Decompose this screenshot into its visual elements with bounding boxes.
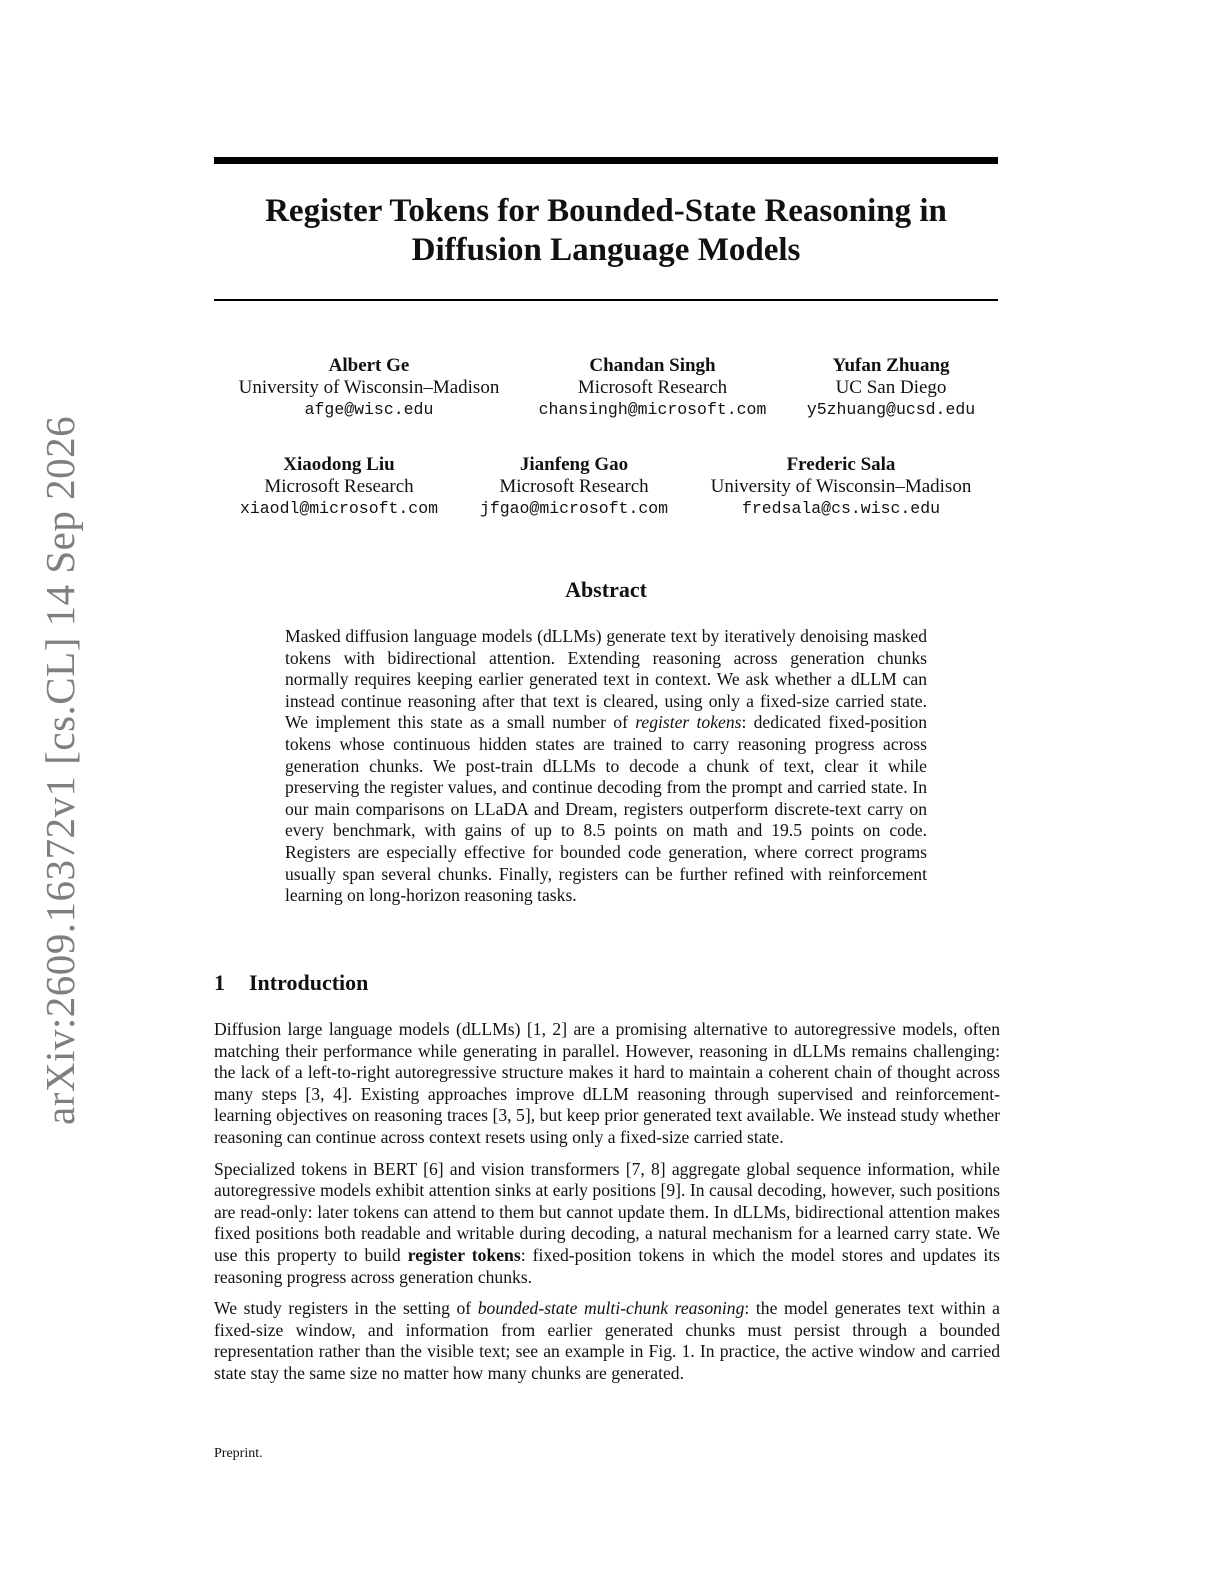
abstract-text (285, 626, 927, 907)
author-affiliation: University of Wisconsin–Madison (238, 377, 500, 398)
author-email: jfgao@microsoft.com (479, 499, 669, 518)
title-line-1: Register Tokens for Bounded-State Reasoning in (265, 193, 947, 229)
author-affiliation: Microsoft Research (499, 476, 649, 497)
author-name: Yufan Zhuang (832, 355, 950, 376)
author-affiliation: Microsoft Research (264, 476, 414, 497)
author-email: afge@wisc.edu (304, 400, 434, 419)
author-block (214, 355, 524, 421)
section-title: Introduction (249, 970, 369, 995)
intro-p2-bold: register tokens (407, 1244, 521, 1265)
section-number: 1 (214, 970, 225, 995)
abstract-emphasis: register tokens (635, 712, 742, 733)
author-affiliation: Microsoft Research (577, 377, 728, 398)
author-block (524, 355, 781, 421)
title-line-2: Diffusion Language Models (411, 232, 801, 268)
intro-p2-part-1: Specialized tokens in BERT [6] and vision transformers [7, 8] aggregate global sequence information, while autoregressive models exhibit attention sinks at early positions [9]. In causal decoding, however, such positions are read-only: later tokens can attend to them but cannot update them. In dLLMs, bidirectional attention makes fixed positions both readable and writable during decoding, a natural mechanism for a learned carry state. We use this property to build (214, 1158, 1000, 1265)
author-affiliation: University of Wisconsin–Madison (710, 476, 972, 497)
preprint-footer: Preprint. (214, 1446, 263, 1461)
author-block (224, 454, 454, 520)
author-email: fredsala@cs.wisc.edu (741, 499, 941, 518)
intro-paragraph-3 (214, 1298, 1000, 1384)
author-name: Albert Ge (328, 355, 410, 376)
intro-p3-part-2: : the model generates text within a fixed-size window, and information from earlier generated chunks must persist through a bounded representation rather than the visible text; see an example in Fig. 1. In practice, the active window and carried state stay the same size no matter how many chunks are generated. (214, 1298, 1000, 1383)
introduction-body (214, 1019, 1000, 1395)
abstract-text-part-1: Masked diffusion language models (dLLMs) generate text by iteratively denoising masked tokens with bidirectional attention. Extending reasoning across generation chunks normally requires keeping earlier generated text in context. We ask whether a dLLM can instead continue reasoning after that text is cleared, using only a fixed-size carried state. We implement this state as a small number of (285, 626, 927, 733)
intro-p3-emphasis: bounded-state multi-chunk reasoning (477, 1298, 745, 1319)
section-heading-introduction (214, 970, 368, 996)
author-email: chansingh@microsoft.com (538, 400, 767, 419)
title-top-rule (214, 157, 998, 164)
author-affiliation: UC San Diego (835, 377, 947, 398)
author-name: Chandan Singh (589, 355, 716, 376)
author-email: y5zhuang@ucsd.edu (806, 400, 976, 419)
intro-p3-part-1: We study registers in the setting of (214, 1298, 478, 1319)
abstract-heading: Abstract (565, 577, 647, 602)
abstract-text-part-2: : dedicated fixed-position tokens whose continuous hidden states are trained to carry reasoning progress across generation chunks. We post-train dLLMs to decode a chunk of text, clear it while preserving the register values, and continue decoding from the prompt and carried state. In our main comparisons on LLaDA and Dream, registers outperform discrete-text carry on every benchmark, with gains of up to 8.5 points on math and 19.5 points on code. Registers are especially effective for bounded code generation, where correct programs usually span several chunks. Finally, registers can be further refined with reinforcement learning on long-horizon reasoning tasks. (285, 712, 927, 906)
intro-p2-part-2: : fixed-position tokens in which the model stores and updates its reasoning progress across generation chunks. (214, 1244, 1000, 1287)
paper-title (214, 192, 998, 270)
author-email: xiaodl@microsoft.com (239, 499, 439, 518)
intro-paragraph-2 (214, 1159, 1000, 1289)
intro-paragraph-1: Diffusion large language models (dLLMs) [1, 2] are a promising alternative to autoregressive models, often matching their performance while generating in parallel. However, reasoning in dLLMs remains challenging: the lack of a left-to-right autoregressive structure makes it hard to maintain a coherent chain of thought across many steps [3, 4]. Existing approaches improve dLLM reasoning through supervised and reinforcement-learning objectives on reasoning traces [3, 5], but keep prior generated text available. We instead study whether reasoning can continue across context resets using only a fixed-size carried state. (214, 1019, 1000, 1147)
author-name: Frederic Sala (786, 454, 896, 475)
author-name: Jianfeng Gao (519, 454, 629, 475)
arxiv-identifier-stamp: arXiv:2609.16372v1 [cs.CL] 14 Sep 2026 (37, 415, 83, 1125)
author-block (701, 454, 981, 520)
author-block (791, 355, 991, 421)
author-block (464, 454, 684, 520)
author-name: Xiaodong Liu (283, 454, 395, 475)
title-bottom-rule (214, 299, 998, 301)
